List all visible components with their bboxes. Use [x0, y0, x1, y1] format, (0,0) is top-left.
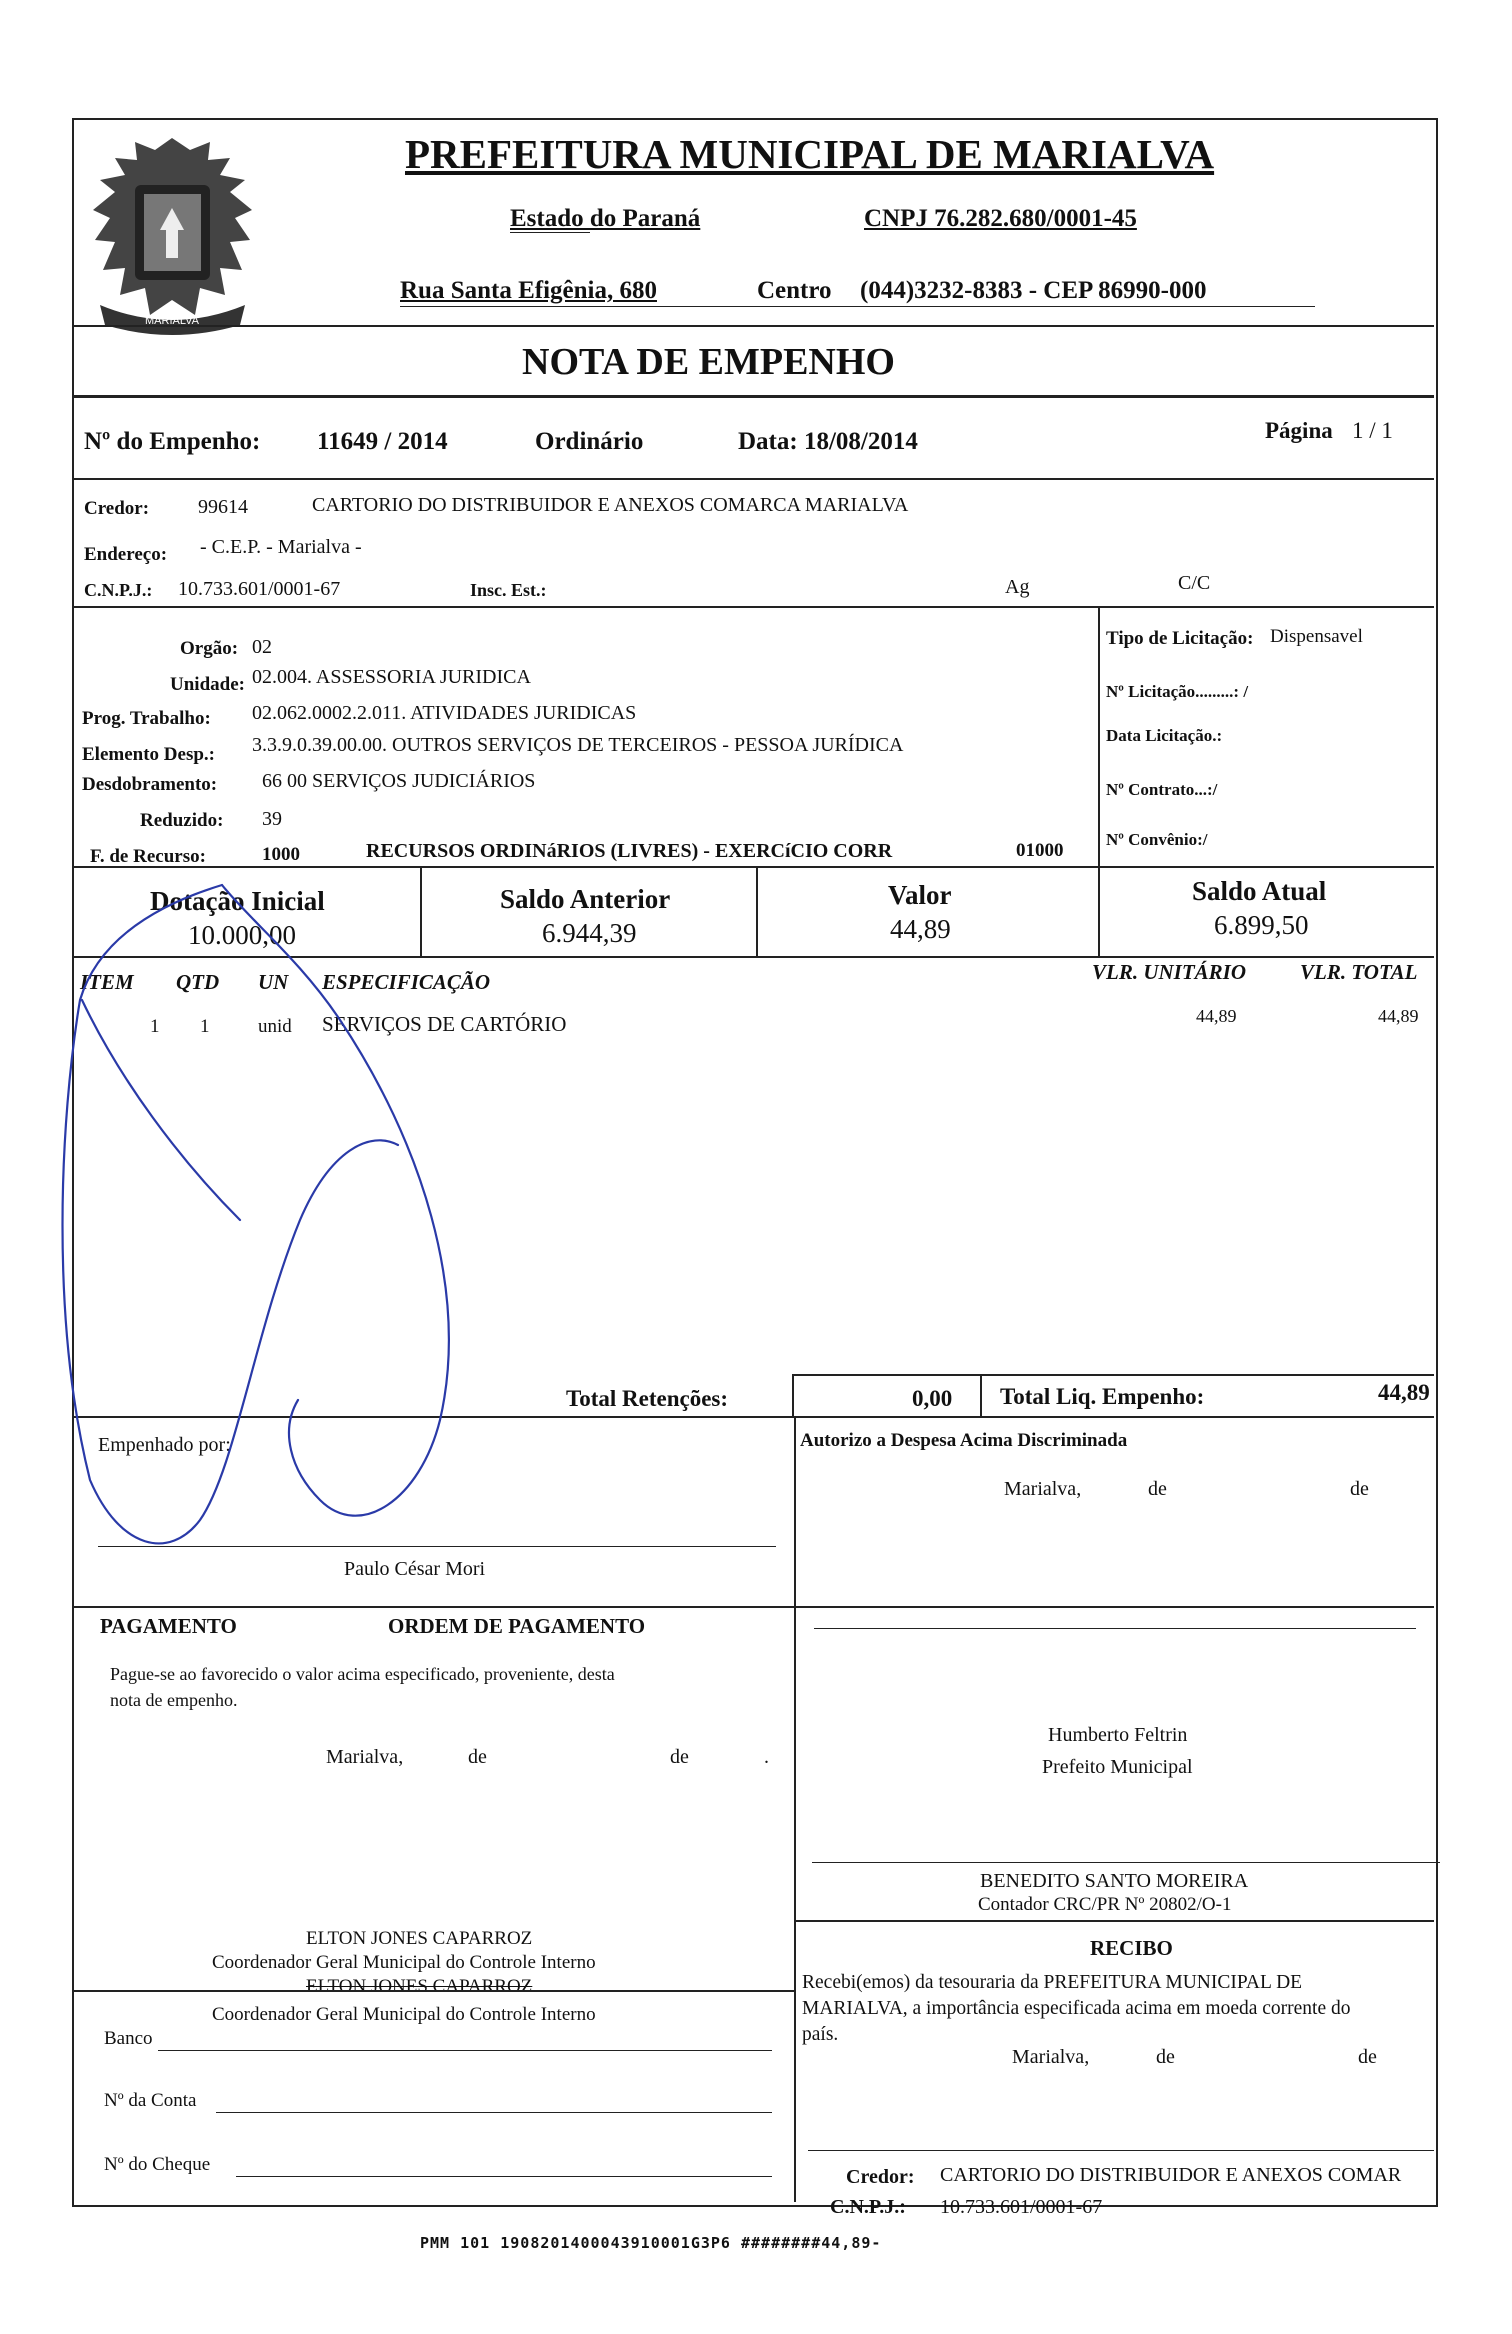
page-label: Página [1265, 418, 1333, 443]
address-label: Endereço: [84, 544, 168, 565]
num-licitacao: Nº Licitação.........: / [1106, 682, 1249, 701]
col-un: UN [258, 970, 289, 994]
empenho-num-value: 11649 / 2014 [317, 428, 448, 455]
state-name: Estado do Paraná [510, 205, 701, 232]
row-qtd: 1 [200, 1016, 210, 1037]
retencoes-value: 0,00 [912, 1386, 953, 1411]
col-item: ITEM [80, 970, 134, 994]
liquido-value: 44,89 [1378, 1380, 1430, 1405]
credor-label: Credor: [84, 498, 150, 519]
document-title: NOTA DE EMPENHO [522, 341, 895, 383]
saldo-atual-label: Saldo Atual [1192, 876, 1327, 906]
recibo-credor-label: Credor: [846, 2166, 915, 2188]
contador-role: Contador CRC/PR Nº 20802/O-1 [978, 1894, 1232, 1915]
municipality-title: PREFEITURA MUNICIPAL DE MARIALVA [405, 131, 1215, 177]
tipo-licitacao-label: Tipo de Licitação: [1106, 628, 1254, 649]
empenho-num-label: Nº do Empenho: [84, 428, 261, 455]
cheque-label: Nº do Cheque [104, 2154, 211, 2175]
controle-role-2: Coordenador Geral Municipal do Controle Interno [212, 2004, 596, 2025]
elemento-value: 3.3.9.0.39.00.00. OUTROS SERVIÇOS DE TERCEIROS - PESSOA JURÍDICA [252, 734, 904, 756]
pagamento-place: Marialva, [326, 1746, 404, 1768]
prefeito-role: Prefeito Municipal [1042, 1756, 1193, 1778]
row-unit: 44,89 [1196, 1006, 1237, 1026]
row-un: unid [258, 1016, 292, 1037]
controle-name-2: ELTON JONES CAPARROZ [306, 1976, 533, 1997]
num-convenio: Nº Convênio:/ [1106, 830, 1208, 849]
data-licitacao: Data Licitação.: [1106, 726, 1223, 745]
ordem-pagamento-label: ORDEM DE PAGAMENTO [388, 1614, 646, 1638]
ag-label: Ag [1005, 576, 1030, 598]
pagamento-dot: . [764, 1746, 769, 1768]
recibo-cnpj-value: 10.733.601/0001-67 [940, 2196, 1103, 2218]
prog-label: Prog. Trabalho: [82, 708, 211, 729]
row-spec: SERVIÇOS DE CARTÓRIO [322, 1012, 567, 1036]
num-contrato: Nº Contrato...:/ [1106, 780, 1218, 799]
prog-value: 02.062.0002.2.011. ATIVIDADES JURIDICAS [252, 702, 637, 724]
row-item: 1 [150, 1016, 160, 1037]
address-value: - C.E.P. - Marialva - [200, 536, 362, 558]
recurso-label: F. de Recurso: [90, 846, 206, 867]
pagamento-text-2: nota de empenho. [110, 1690, 238, 1710]
tipo-licitacao-value: Dispensavel [1270, 626, 1363, 647]
conta-label: Nº da Conta [104, 2090, 197, 2111]
recibo-line-2: MARIALVA, a importância especificada acima em moeda corrente do [802, 1998, 1351, 2019]
saldo-anterior-value: 6.944,39 [542, 918, 637, 948]
prefeito-name: Humberto Feltrin [1048, 1724, 1188, 1746]
dotacao-value: 10.000,00 [188, 920, 296, 950]
unidade-value: 02.004. ASSESSORIA JURIDICA [252, 666, 531, 688]
page-value: 1 / 1 [1352, 418, 1393, 443]
recurso-num: 01000 [1016, 840, 1064, 861]
elemento-label: Elemento Desp.: [82, 744, 215, 765]
recibo-line-3: país. [802, 2024, 839, 2045]
cc-label: C/C [1178, 572, 1211, 594]
footer-code: PMM 101 1908201400043910001G3P6 ########44,89- [420, 2234, 882, 2252]
controle-name: ELTON JONES CAPARROZ [306, 1928, 533, 1949]
cnpj-value: 10.733.601/0001-67 [178, 578, 341, 600]
recibo-de2: de [1358, 2046, 1377, 2068]
recibo-title: RECIBO [1090, 1936, 1173, 1960]
orgao-label: Orgão: [180, 638, 239, 659]
pagamento-text-1: Pague-se ao favorecido o valor acima especificado, proveniente, desta [110, 1664, 615, 1684]
desdobramento-label: Desdobramento: [82, 774, 218, 795]
dotacao-label: Dotação Inicial [150, 886, 325, 916]
address: Rua Santa Efigênia, 680 [400, 277, 657, 304]
empenhado-signer: Paulo César Mori [344, 1558, 486, 1580]
saldo-atual-value: 6.899,50 [1214, 910, 1309, 940]
autorizo-place: Marialva, [1004, 1478, 1082, 1500]
autorizo-de2: de [1350, 1478, 1369, 1500]
liquido-label: Total Liq. Empenho: [1000, 1384, 1205, 1409]
desdobramento-value: 66 00 SERVIÇOS JUDICIÁRIOS [262, 770, 536, 792]
unidade-label: Unidade: [170, 674, 245, 695]
valor-value: 44,89 [890, 914, 951, 944]
orgao-value: 02 [252, 636, 272, 658]
valor-label: Valor [888, 880, 952, 910]
empenho-type: Ordinário [535, 428, 644, 455]
autorizo-de1: de [1148, 1478, 1167, 1500]
recibo-cnpj-label: C.N.P.J.: [830, 2196, 906, 2218]
pagamento-label: PAGAMENTO [100, 1614, 237, 1638]
autorizo-label: Autorizo a Despesa Acima Discriminada [800, 1430, 1128, 1451]
col-spec: ESPECIFICAÇÃO [322, 970, 491, 994]
recurso-code: 1000 [262, 844, 300, 865]
col-total: VLR. TOTAL [1300, 960, 1418, 984]
col-unit: VLR. UNITÁRIO [1092, 960, 1247, 984]
controle-role: Coordenador Geral Municipal do Controle Interno [212, 1952, 596, 1973]
pagamento-de2: de [670, 1746, 689, 1768]
cnpj-header: CNPJ 76.282.680/0001-45 [864, 205, 1137, 232]
credor-code: 99614 [198, 496, 248, 518]
recibo-place: Marialva, [1012, 2046, 1090, 2068]
saldo-anterior-label: Saldo Anterior [500, 884, 671, 914]
recibo-credor-value: CARTORIO DO DISTRIBUIDOR E ANEXOS COMAR [940, 2164, 1402, 2186]
recurso-value: RECURSOS ORDINáRIOS (LIVRES) - EXERCíCIO CORR [366, 840, 893, 862]
insc-label: Insc. Est.: [470, 580, 547, 600]
recibo-de1: de [1156, 2046, 1175, 2068]
recibo-line-1: Recebi(emos) da tesouraria da PREFEITURA MUNICIPAL DE [802, 1972, 1303, 1993]
phone-cep: (044)3232-8383 - CEP 86990-000 [860, 277, 1207, 304]
banco-label: Banco [104, 2028, 153, 2049]
svg-text:MARIALVA: MARIALVA [145, 315, 199, 327]
empenhado-label: Empenhado por: [98, 1434, 231, 1456]
empenho-date: Data: 18/08/2014 [738, 428, 918, 455]
pagamento-de1: de [468, 1746, 487, 1768]
credor-name: CARTORIO DO DISTRIBUIDOR E ANEXOS COMARCA MARIALVA [312, 494, 909, 516]
reduzido-value: 39 [262, 808, 282, 830]
district: Centro [757, 277, 832, 304]
retencoes-label: Total Retenções: [566, 1386, 729, 1411]
reduzido-label: Reduzido: [140, 810, 224, 831]
contador-name: BENEDITO SANTO MOREIRA [980, 1870, 1249, 1892]
cnpj-label: C.N.P.J.: [84, 580, 153, 600]
row-total: 44,89 [1378, 1006, 1419, 1026]
col-qtd: QTD [176, 970, 220, 994]
